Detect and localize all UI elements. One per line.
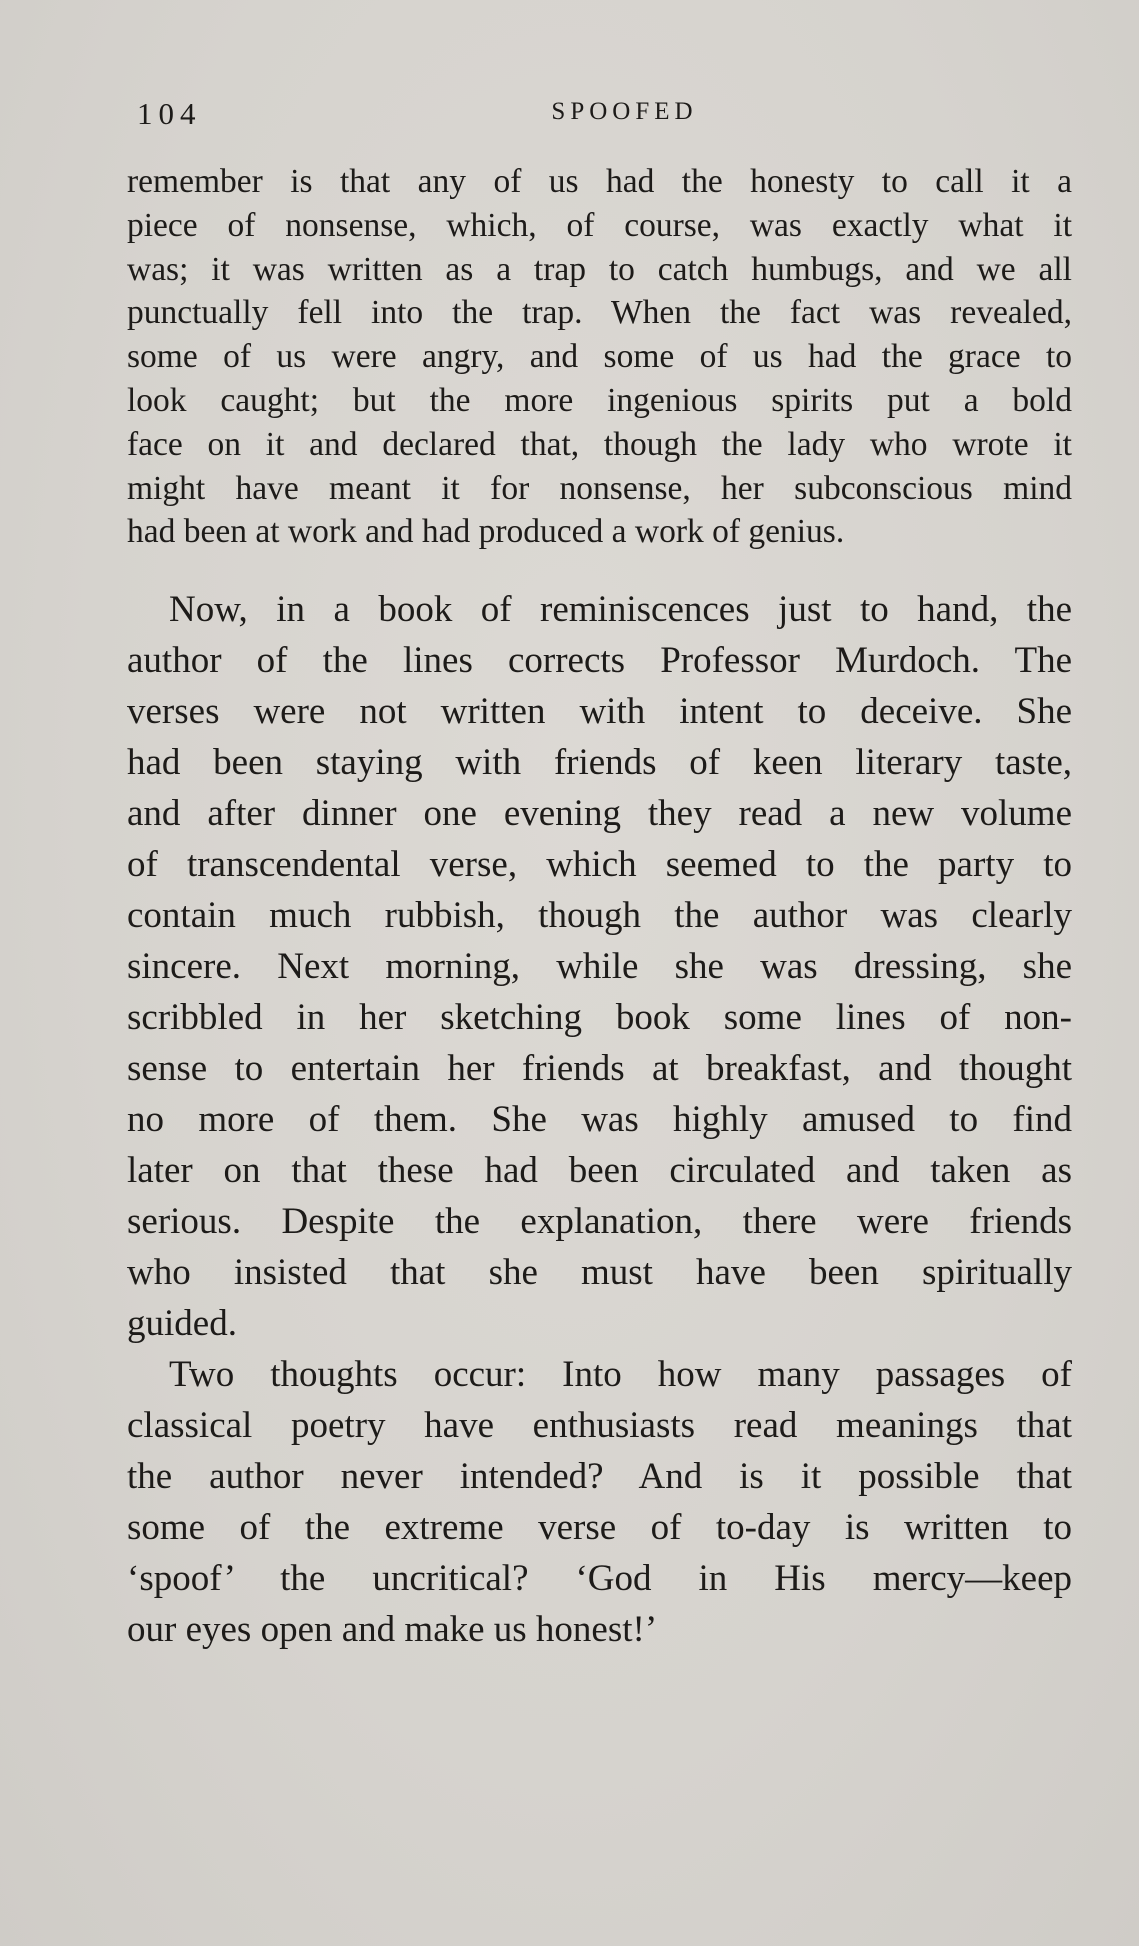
text-line: remember is that any of us had the honesty to call it a	[127, 163, 1072, 200]
text-line: Now, in a book of reminiscences just to hand, the	[169, 589, 1072, 630]
text-line: some of us were angry, and some of us had the grace to	[127, 338, 1072, 376]
text-line: sense to entertain her friends at breakfast, and thought	[127, 1048, 1072, 1089]
paragraph-3	[127, 1349, 1072, 1655]
text-line: sincere. Next morning, while she was dressing, she	[127, 946, 1072, 987]
text-line: verses were not written with intent to deceive. She	[127, 691, 1072, 732]
text-line: ‘spoof’ the uncritical? ‘God in His mercy—keep	[127, 1558, 1072, 1599]
text-line: contain much rubbish, though the author was clearly	[127, 895, 1072, 936]
text-line: the author never intended? And is it possible that	[127, 1456, 1072, 1497]
paragraph-1	[127, 160, 1072, 554]
text-line: was; it was written as a trap to catch humbugs, and we all	[127, 250, 1072, 288]
text-line: piece of nonsense, which, of course, was exactly what it	[127, 206, 1072, 244]
text-line: classical poetry have enthusiasts read meanings that	[127, 1405, 1072, 1446]
text-line: had been staying with friends of keen literary taste,	[127, 742, 1072, 783]
text-line: look caught; but the more ingenious spirits put a bold	[127, 381, 1072, 419]
text-line: author of the lines corrects Professor Murdoch. The	[127, 640, 1072, 681]
text-line: later on that these had been circulated and taken as	[127, 1150, 1072, 1191]
running-title: SPOOFED	[551, 98, 698, 125]
text-line: of transcendental verse, which seemed to the party to	[127, 844, 1072, 885]
text-line: some of the extreme verse of to-day is written to	[127, 1507, 1072, 1548]
running-head	[137, 96, 1072, 136]
text-line: and after dinner one evening they read a new volume	[127, 793, 1072, 834]
text-line: our eyes open and make us honest!’	[127, 1609, 658, 1650]
text-line: might have meant it for nonsense, her subconscious mind	[127, 469, 1072, 507]
text-line: no more of them. She was highly amused to find	[127, 1099, 1072, 1140]
paragraph-2	[127, 584, 1072, 1349]
text-line: Two thoughts occur: Into how many passages of	[169, 1354, 1072, 1395]
page-number: 104	[137, 96, 202, 131]
text-line: guided.	[127, 1303, 237, 1344]
text-line: scribbled in her sketching book some lines of non-	[127, 997, 1072, 1038]
text-line: had been at work and had produced a work of genius.	[127, 513, 845, 551]
text-line: punctually fell into the trap. When the fact was revealed,	[127, 294, 1072, 332]
text-line: face on it and declared that, though the lady who wrote it	[127, 425, 1072, 463]
text-line: who insisted that she must have been spiritually	[127, 1252, 1072, 1293]
main-text	[127, 584, 1072, 1655]
text-line: serious. Despite the explanation, there were friends	[127, 1201, 1072, 1242]
